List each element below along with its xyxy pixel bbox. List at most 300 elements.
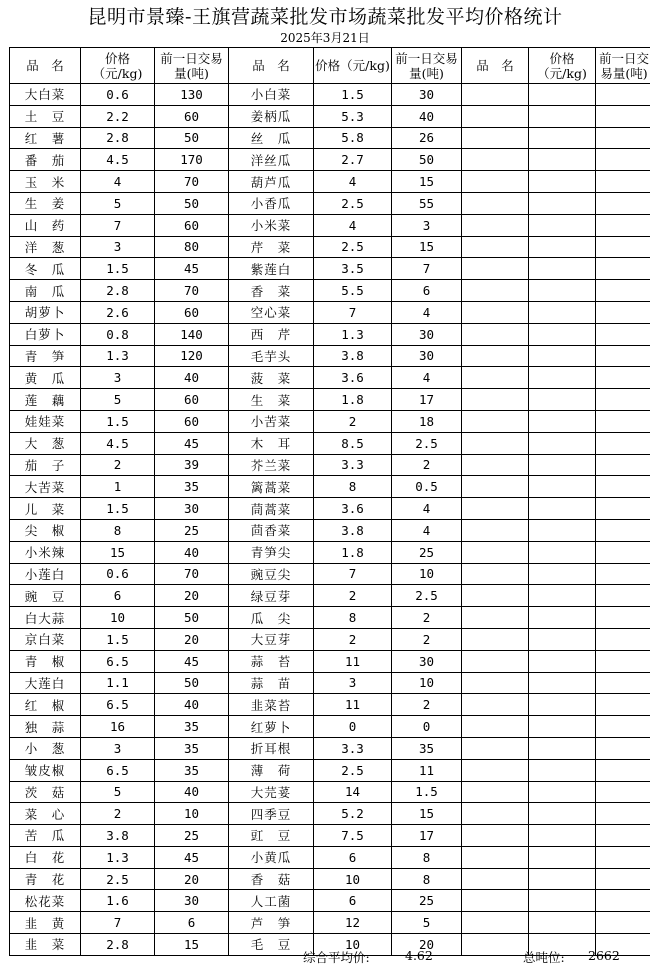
cell-price: 2.5 xyxy=(314,759,392,781)
cell-volume: 7 xyxy=(392,258,462,280)
cell-name: 娃娃菜 xyxy=(10,410,81,432)
cell-price: 1.6 xyxy=(81,890,155,912)
cell-volume: 2 xyxy=(392,694,462,716)
cell-name: 小 葱 xyxy=(10,737,81,759)
cell-name: 洋丝瓜 xyxy=(229,149,314,171)
cell-empty xyxy=(529,846,596,868)
cell-empty xyxy=(462,519,529,541)
cell-price: 4 xyxy=(314,214,392,236)
cell-volume: 11 xyxy=(392,759,462,781)
cell-volume: 30 xyxy=(392,345,462,367)
cell-empty xyxy=(462,759,529,781)
table-row xyxy=(10,650,650,672)
cell-volume: 15 xyxy=(392,803,462,825)
cell-price: 10 xyxy=(314,934,392,956)
header-price-1: 价格（元/kg) xyxy=(81,48,155,84)
cell-price: 6.5 xyxy=(81,650,155,672)
cell-empty xyxy=(596,236,650,258)
cell-name: 儿 菜 xyxy=(10,498,81,520)
cell-name: 姜柄瓜 xyxy=(229,105,314,127)
cell-empty xyxy=(596,84,650,106)
report-date: 2025年3月21日 xyxy=(280,31,370,45)
cell-name: 人工菌 xyxy=(229,890,314,912)
cell-empty xyxy=(529,149,596,171)
cell-name: 小白菜 xyxy=(229,84,314,106)
cell-volume: 40 xyxy=(392,105,462,127)
cell-price: 1.5 xyxy=(81,410,155,432)
cell-volume: 4 xyxy=(392,301,462,323)
cell-empty xyxy=(462,650,529,672)
cell-name: 毛芋头 xyxy=(229,345,314,367)
cell-volume: 25 xyxy=(155,519,229,541)
cell-name: 莲 藕 xyxy=(10,389,81,411)
cell-volume: 18 xyxy=(392,410,462,432)
cell-name: 白大蒜 xyxy=(10,607,81,629)
avg-price-value: 4.62 xyxy=(405,948,433,963)
table-row xyxy=(10,716,650,738)
cell-price: 14 xyxy=(314,781,392,803)
cell-price: 7 xyxy=(81,214,155,236)
cell-price: 3 xyxy=(81,367,155,389)
table-row xyxy=(10,301,650,323)
cell-empty xyxy=(462,498,529,520)
cell-name: 南 瓜 xyxy=(10,280,81,302)
cell-price: 3.8 xyxy=(314,345,392,367)
cell-empty xyxy=(596,345,650,367)
table-row xyxy=(10,519,650,541)
cell-empty xyxy=(596,825,650,847)
cell-empty xyxy=(596,498,650,520)
cell-volume: 60 xyxy=(155,301,229,323)
cell-empty xyxy=(462,781,529,803)
cell-name: 大 葱 xyxy=(10,432,81,454)
cell-empty xyxy=(596,585,650,607)
cell-volume: 0 xyxy=(392,716,462,738)
cell-empty xyxy=(529,759,596,781)
cell-empty xyxy=(529,737,596,759)
cell-empty xyxy=(529,628,596,650)
cell-name: 小莲白 xyxy=(10,563,81,585)
cell-empty xyxy=(462,825,529,847)
cell-empty xyxy=(529,694,596,716)
cell-name: 薄 荷 xyxy=(229,759,314,781)
cell-price: 3.6 xyxy=(314,498,392,520)
cell-empty xyxy=(462,541,529,563)
cell-empty xyxy=(596,432,650,454)
cell-volume: 45 xyxy=(155,846,229,868)
table-row xyxy=(10,737,650,759)
cell-empty xyxy=(529,890,596,912)
cell-volume: 60 xyxy=(155,389,229,411)
cell-empty xyxy=(462,934,529,956)
cell-volume: 2 xyxy=(392,628,462,650)
cell-volume: 55 xyxy=(392,192,462,214)
cell-price: 1.8 xyxy=(314,541,392,563)
cell-name: 大苦菜 xyxy=(10,476,81,498)
cell-volume: 39 xyxy=(155,454,229,476)
cell-name: 香 菇 xyxy=(229,868,314,890)
cell-empty xyxy=(529,345,596,367)
cell-empty xyxy=(462,280,529,302)
table-row xyxy=(10,476,650,498)
cell-volume: 170 xyxy=(155,149,229,171)
cell-volume: 25 xyxy=(392,890,462,912)
cell-empty xyxy=(596,890,650,912)
cell-price: 7 xyxy=(314,301,392,323)
cell-volume: 60 xyxy=(155,410,229,432)
cell-price: 2.5 xyxy=(314,192,392,214)
cell-name: 小黄瓜 xyxy=(229,846,314,868)
cell-empty xyxy=(529,236,596,258)
cell-price: 3 xyxy=(81,236,155,258)
cell-price: 2 xyxy=(314,410,392,432)
cell-empty xyxy=(462,868,529,890)
cell-price: 2 xyxy=(314,628,392,650)
header-volume-2: 前一日交易量(吨) xyxy=(392,48,462,84)
cell-price: 5 xyxy=(81,781,155,803)
table-body xyxy=(10,84,650,956)
cell-empty xyxy=(462,236,529,258)
cell-empty xyxy=(529,498,596,520)
cell-name: 蒜 苗 xyxy=(229,672,314,694)
cell-name: 黄 瓜 xyxy=(10,367,81,389)
table-row xyxy=(10,868,650,890)
table-row xyxy=(10,171,650,193)
cell-price: 0.6 xyxy=(81,563,155,585)
cell-volume: 2.5 xyxy=(392,585,462,607)
total-tonnage-label: 总吨位: xyxy=(523,950,565,965)
cell-price: 3.3 xyxy=(314,454,392,476)
cell-volume: 2.5 xyxy=(392,432,462,454)
cell-volume: 50 xyxy=(155,192,229,214)
table-row xyxy=(10,432,650,454)
cell-empty xyxy=(596,716,650,738)
cell-name: 胡萝卜 xyxy=(10,301,81,323)
cell-price: 6 xyxy=(81,585,155,607)
table-header-row xyxy=(10,48,650,84)
cell-name: 生 菜 xyxy=(229,389,314,411)
cell-empty xyxy=(462,585,529,607)
cell-volume: 25 xyxy=(392,541,462,563)
cell-price: 1.8 xyxy=(314,389,392,411)
table-row xyxy=(10,149,650,171)
cell-empty xyxy=(529,214,596,236)
cell-empty xyxy=(596,912,650,934)
cell-price: 1.5 xyxy=(81,258,155,280)
cell-price: 1.5 xyxy=(81,628,155,650)
cell-name: 瓜 尖 xyxy=(229,607,314,629)
cell-empty xyxy=(529,454,596,476)
table-row xyxy=(10,585,650,607)
cell-empty xyxy=(462,563,529,585)
table-row xyxy=(10,607,650,629)
cell-volume: 25 xyxy=(155,825,229,847)
cell-price: 2.8 xyxy=(81,934,155,956)
cell-price: 0.8 xyxy=(81,323,155,345)
cell-price: 1.3 xyxy=(314,323,392,345)
table-row xyxy=(10,563,650,585)
table-row xyxy=(10,84,650,106)
cell-empty xyxy=(462,214,529,236)
cell-empty xyxy=(596,541,650,563)
table-row xyxy=(10,846,650,868)
table-row xyxy=(10,105,650,127)
price-table xyxy=(9,47,650,956)
table-row xyxy=(10,628,650,650)
cell-name: 紫莲白 xyxy=(229,258,314,280)
cell-empty xyxy=(529,192,596,214)
cell-volume: 40 xyxy=(155,541,229,563)
table-row xyxy=(10,345,650,367)
cell-name: 生 姜 xyxy=(10,192,81,214)
cell-volume: 45 xyxy=(155,432,229,454)
cell-price: 7 xyxy=(314,563,392,585)
cell-price: 3 xyxy=(81,737,155,759)
cell-name: 豌 豆 xyxy=(10,585,81,607)
cell-empty xyxy=(596,258,650,280)
cell-volume: 35 xyxy=(155,759,229,781)
cell-name: 大莲白 xyxy=(10,672,81,694)
cell-empty xyxy=(596,367,650,389)
cell-volume: 20 xyxy=(392,934,462,956)
cell-empty xyxy=(596,323,650,345)
cell-volume: 80 xyxy=(155,236,229,258)
cell-empty xyxy=(529,171,596,193)
avg-price-label: 综合平均价: xyxy=(303,950,370,965)
table-row xyxy=(10,672,650,694)
cell-volume: 70 xyxy=(155,171,229,193)
cell-name: 青 椒 xyxy=(10,650,81,672)
cell-name: 丝 瓜 xyxy=(229,127,314,149)
header-name-1: 品 名 xyxy=(10,48,81,84)
cell-empty xyxy=(529,105,596,127)
cell-empty xyxy=(596,803,650,825)
cell-name: 青笋尖 xyxy=(229,541,314,563)
cell-price: 2.7 xyxy=(314,149,392,171)
cell-empty xyxy=(462,192,529,214)
cell-volume: 60 xyxy=(155,105,229,127)
cell-empty xyxy=(462,301,529,323)
cell-name: 白萝卜 xyxy=(10,323,81,345)
cell-empty xyxy=(462,476,529,498)
cell-empty xyxy=(462,846,529,868)
cell-empty xyxy=(529,563,596,585)
cell-volume: 30 xyxy=(155,498,229,520)
cell-volume: 4 xyxy=(392,498,462,520)
cell-price: 2 xyxy=(81,454,155,476)
table-row xyxy=(10,541,650,563)
cell-name: 红 椒 xyxy=(10,694,81,716)
cell-name: 茨 菇 xyxy=(10,781,81,803)
cell-volume: 17 xyxy=(392,389,462,411)
cell-name: 毛 豆 xyxy=(229,934,314,956)
cell-name: 番 茄 xyxy=(10,149,81,171)
cell-empty xyxy=(596,127,650,149)
cell-name: 茴香菜 xyxy=(229,519,314,541)
cell-empty xyxy=(529,716,596,738)
cell-name: 洋 葱 xyxy=(10,236,81,258)
cell-empty xyxy=(462,672,529,694)
cell-name: 京白菜 xyxy=(10,628,81,650)
cell-volume: 6 xyxy=(392,280,462,302)
cell-empty xyxy=(462,345,529,367)
cell-volume: 120 xyxy=(155,345,229,367)
cell-price: 3.5 xyxy=(314,258,392,280)
cell-empty xyxy=(529,672,596,694)
cell-empty xyxy=(462,127,529,149)
cell-name: 红 薯 xyxy=(10,127,81,149)
cell-empty xyxy=(529,650,596,672)
cell-empty xyxy=(529,432,596,454)
cell-empty xyxy=(462,803,529,825)
cell-empty xyxy=(596,519,650,541)
cell-price: 4 xyxy=(81,171,155,193)
cell-name: 葫芦瓜 xyxy=(229,171,314,193)
cell-price: 8.5 xyxy=(314,432,392,454)
cell-price: 1.5 xyxy=(81,498,155,520)
cell-name: 皱皮椒 xyxy=(10,759,81,781)
cell-empty xyxy=(596,759,650,781)
table-row xyxy=(10,127,650,149)
cell-price: 4.5 xyxy=(81,432,155,454)
cell-name: 折耳根 xyxy=(229,737,314,759)
table-row xyxy=(10,258,650,280)
cell-volume: 35 xyxy=(392,737,462,759)
cell-price: 0.6 xyxy=(81,84,155,106)
table-row xyxy=(10,498,650,520)
cell-price: 3.8 xyxy=(81,825,155,847)
cell-empty xyxy=(462,367,529,389)
cell-empty xyxy=(529,410,596,432)
cell-empty xyxy=(529,825,596,847)
cell-volume: 50 xyxy=(392,149,462,171)
cell-name: 豌豆尖 xyxy=(229,563,314,585)
cell-price: 4 xyxy=(314,171,392,193)
cell-price: 5.3 xyxy=(314,105,392,127)
cell-price: 8 xyxy=(81,519,155,541)
cell-empty xyxy=(462,84,529,106)
cell-empty xyxy=(462,607,529,629)
cell-empty xyxy=(529,389,596,411)
cell-empty xyxy=(596,476,650,498)
cell-volume: 10 xyxy=(392,672,462,694)
cell-name: 红萝卜 xyxy=(229,716,314,738)
cell-empty xyxy=(462,323,529,345)
cell-name: 茼蒿菜 xyxy=(229,498,314,520)
cell-name: 茄 子 xyxy=(10,454,81,476)
cell-name: 小苦菜 xyxy=(229,410,314,432)
cell-empty xyxy=(462,389,529,411)
cell-price: 6 xyxy=(314,846,392,868)
cell-name: 独 蒜 xyxy=(10,716,81,738)
cell-name: 土 豆 xyxy=(10,105,81,127)
table-row xyxy=(10,236,650,258)
cell-volume: 5 xyxy=(392,912,462,934)
cell-price: 11 xyxy=(314,650,392,672)
cell-empty xyxy=(529,803,596,825)
table-row xyxy=(10,454,650,476)
cell-volume: 17 xyxy=(392,825,462,847)
cell-empty xyxy=(596,607,650,629)
cell-name: 大白菜 xyxy=(10,84,81,106)
cell-price: 7.5 xyxy=(314,825,392,847)
table-row xyxy=(10,781,650,803)
cell-price: 3.3 xyxy=(314,737,392,759)
cell-volume: 30 xyxy=(392,323,462,345)
cell-name: 韭菜苔 xyxy=(229,694,314,716)
cell-price: 10 xyxy=(81,607,155,629)
cell-price: 3.6 xyxy=(314,367,392,389)
cell-price: 8 xyxy=(314,476,392,498)
cell-volume: 15 xyxy=(155,934,229,956)
cell-empty xyxy=(596,868,650,890)
cell-price: 5.2 xyxy=(314,803,392,825)
cell-price: 1.5 xyxy=(314,84,392,106)
cell-name: 菜 心 xyxy=(10,803,81,825)
page-title: 昆明市景臻-王旗营蔬菜批发市场蔬菜批发平均价格统计 xyxy=(87,6,563,28)
cell-volume: 20 xyxy=(155,868,229,890)
cell-volume: 50 xyxy=(155,672,229,694)
cell-empty xyxy=(529,280,596,302)
table-row xyxy=(10,759,650,781)
cell-volume: 2 xyxy=(392,607,462,629)
cell-price: 2 xyxy=(314,585,392,607)
cell-volume: 4 xyxy=(392,519,462,541)
cell-price: 11 xyxy=(314,694,392,716)
cell-price: 3.8 xyxy=(314,519,392,541)
cell-volume: 45 xyxy=(155,650,229,672)
cell-empty xyxy=(529,258,596,280)
cell-price: 1.3 xyxy=(81,846,155,868)
cell-empty xyxy=(462,716,529,738)
cell-price: 16 xyxy=(81,716,155,738)
cell-name: 绿豆芽 xyxy=(229,585,314,607)
cell-empty xyxy=(596,280,650,302)
cell-volume: 15 xyxy=(392,171,462,193)
cell-price: 10 xyxy=(314,868,392,890)
cell-price: 2.5 xyxy=(81,868,155,890)
cell-name: 豇 豆 xyxy=(229,825,314,847)
cell-price: 2.5 xyxy=(314,236,392,258)
cell-name: 大芫荽 xyxy=(229,781,314,803)
header-volume-3: 前一日交易量(吨) xyxy=(596,48,650,84)
cell-volume: 45 xyxy=(155,258,229,280)
cell-volume: 50 xyxy=(155,607,229,629)
cell-price: 2 xyxy=(81,803,155,825)
cell-price: 7 xyxy=(81,912,155,934)
cell-name: 小香瓜 xyxy=(229,192,314,214)
cell-name: 芹 菜 xyxy=(229,236,314,258)
cell-empty xyxy=(462,410,529,432)
cell-name: 四季豆 xyxy=(229,803,314,825)
cell-empty xyxy=(462,694,529,716)
cell-empty xyxy=(462,454,529,476)
cell-name: 木 耳 xyxy=(229,432,314,454)
cell-volume: 1.5 xyxy=(392,781,462,803)
cell-name: 韭 黄 xyxy=(10,912,81,934)
cell-empty xyxy=(596,192,650,214)
cell-price: 5 xyxy=(81,389,155,411)
table-row xyxy=(10,410,650,432)
cell-empty xyxy=(596,628,650,650)
cell-volume: 30 xyxy=(155,890,229,912)
cell-price: 2.6 xyxy=(81,301,155,323)
cell-name: 白 花 xyxy=(10,846,81,868)
cell-empty xyxy=(529,476,596,498)
cell-name: 冬 瓜 xyxy=(10,258,81,280)
cell-volume: 140 xyxy=(155,323,229,345)
cell-empty xyxy=(596,454,650,476)
